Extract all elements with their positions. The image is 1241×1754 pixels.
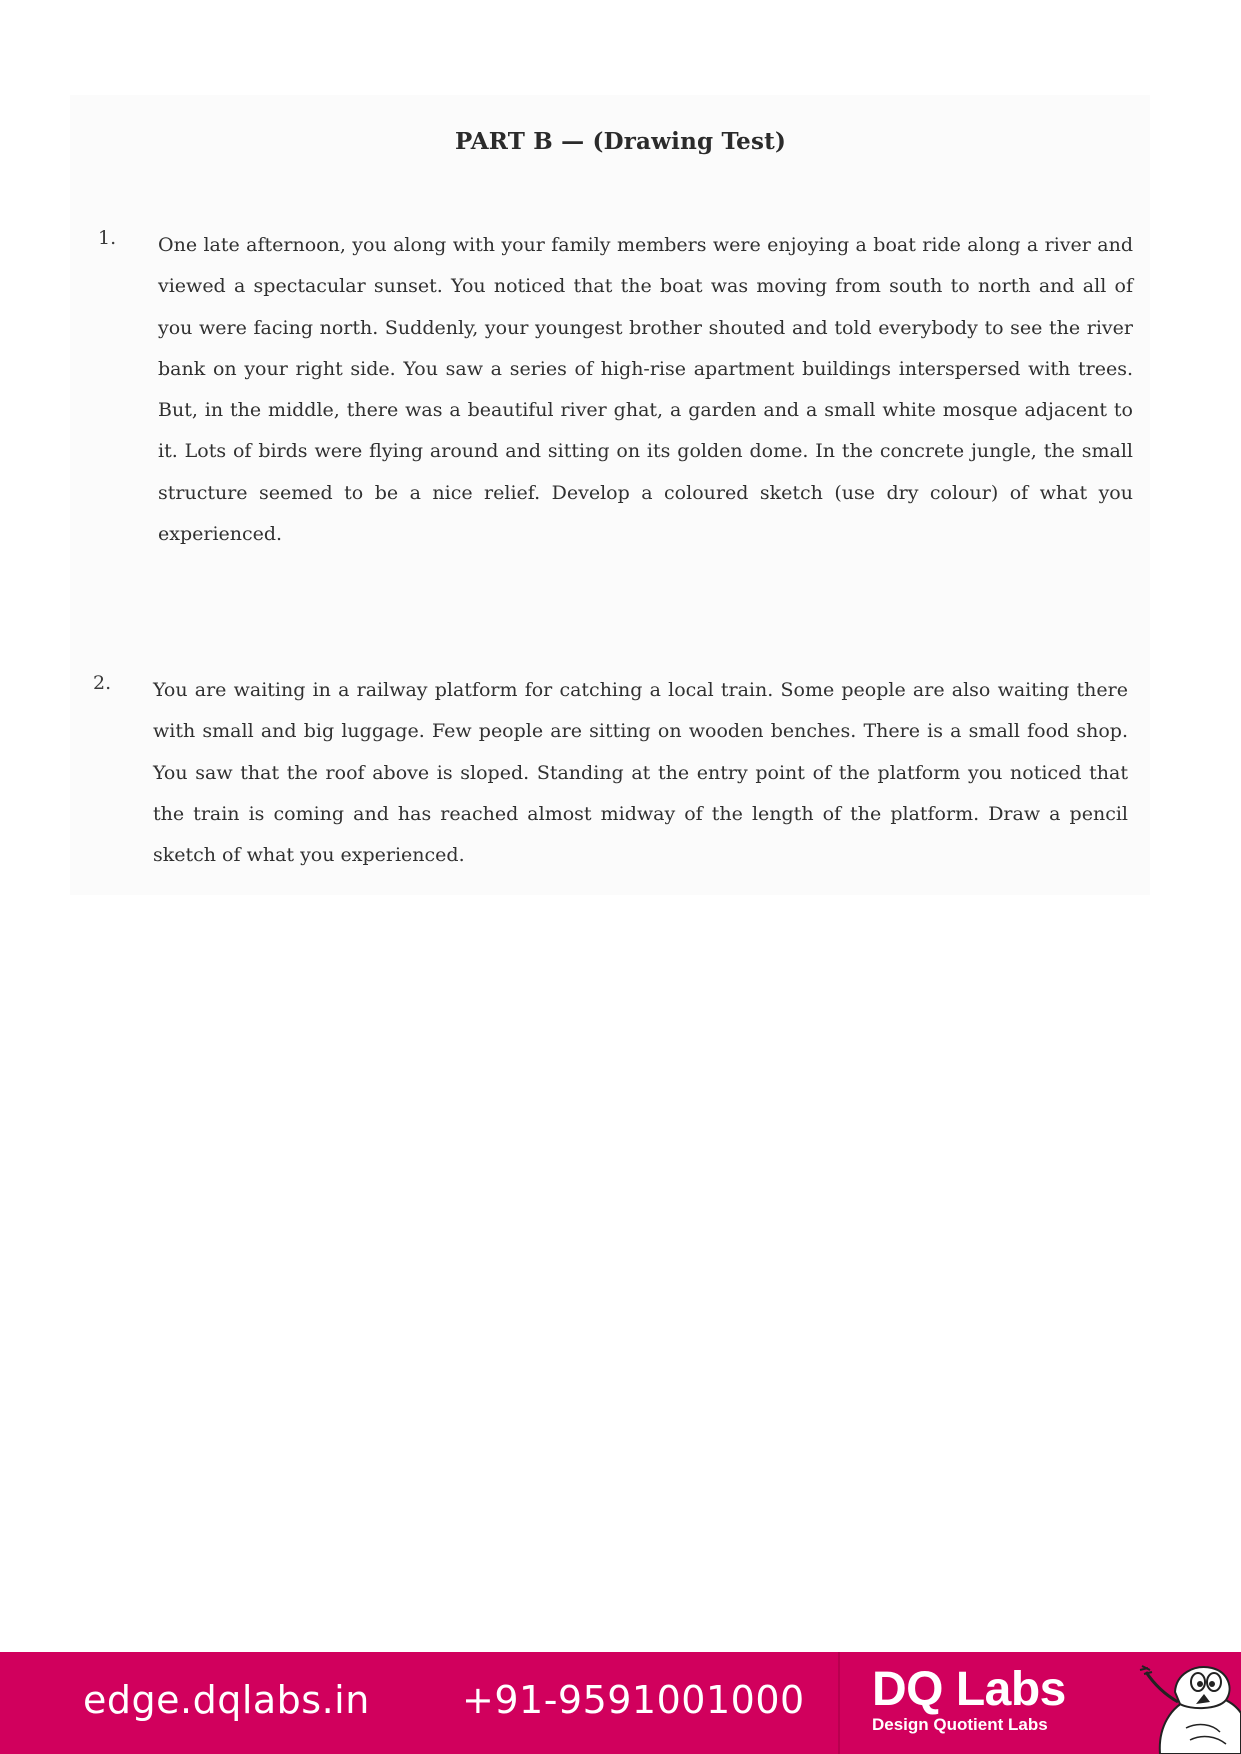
phone-number[interactable]: +91-9591001000 (462, 1678, 805, 1722)
footer-divider (838, 1652, 840, 1754)
brand-name: DQ Labs (872, 1663, 1066, 1716)
question-text: You are waiting in a railway platform for catching a local train. Some people are also waiting there with small and big luggage. Few people are sitting on wooden benches. There is a small food shop. You saw that the roof above is sloped. Standing at the entry point of the platform you noticed that the train is coming and has reached almost midway of the length of the platform. Draw a pencil sketch of what you experienced. (153, 679, 1128, 867)
footer-bar (0, 1652, 1241, 1754)
page-title: PART B — (Drawing Test) (454, 128, 787, 155)
brand-tagline: Design Quotient Labs (872, 1715, 1048, 1734)
question-text: One late afternoon, you along with your family members were enjoying a boat ride along a river and viewed a spectacular sunset. You noticed that the boat was moving from south to north and all of you were facing north. Suddenly, your youngest brother shouted and told everybody to see the river bank on your right side. You saw a series of high-rise apartment buildings interspersed with trees. But, in the middle, there was a beautiful river ghat, a garden and a small white mosque adjacent to it. Lots of birds were flying around and sitting on its golden dome. In the concrete jungle, the small structure seemed to be a nice relief. Develop a coloured sketch (use dry colour) of what you experienced. (158, 234, 1133, 546)
bird-mascot-icon (1120, 1658, 1241, 1754)
question-number: 2. (93, 672, 112, 694)
question-number: 1. (98, 227, 117, 249)
website-link[interactable]: edge.dqlabs.in (83, 1678, 370, 1722)
brand-logo (872, 1664, 1066, 1736)
